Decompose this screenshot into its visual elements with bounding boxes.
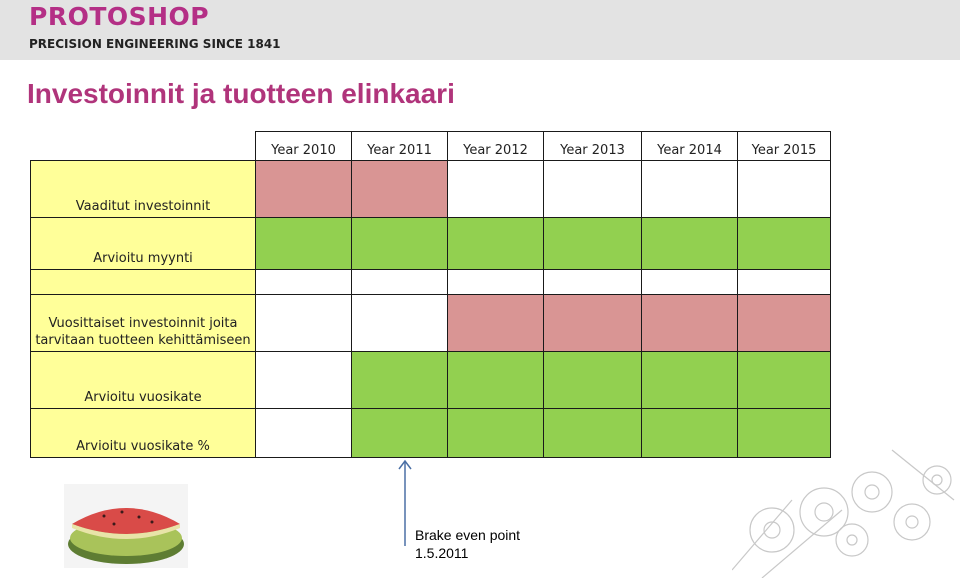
timeline-cell (642, 218, 738, 270)
year-header: Year 2015 (738, 132, 831, 161)
timeline-cell (256, 295, 352, 352)
timeline-cell (352, 295, 448, 352)
timeline-cell (738, 218, 831, 270)
timeline-cell (256, 218, 352, 270)
timeline-cell (544, 352, 642, 409)
annotation-line: Brake even point (415, 527, 521, 543)
table-row (31, 409, 831, 458)
row-label-line: tarvitaan tuotteen kehittämiseen (35, 333, 251, 348)
table-row (31, 295, 831, 352)
timeline-cell (738, 295, 831, 352)
timeline-cell (256, 409, 352, 458)
row-label (31, 295, 256, 352)
year-header-row (31, 132, 831, 161)
timeline-cell (256, 352, 352, 409)
timeline-cell (256, 161, 352, 218)
timeline-cell (544, 218, 642, 270)
row-label: Arvioitu vuosikate % (31, 409, 256, 458)
brand-tagline: PRECISION ENGINEERING SINCE 1841 (29, 37, 281, 51)
timeline-cell (352, 218, 448, 270)
timeline-cell (256, 270, 352, 295)
year-header: Year 2011 (352, 132, 448, 161)
up-arrow-icon (395, 458, 415, 548)
gears-sketch-image (732, 440, 957, 578)
timeline-cell (448, 352, 544, 409)
table-row (31, 352, 831, 409)
timeline-cell (544, 295, 642, 352)
timeline-cell (544, 409, 642, 458)
watermelon-slice-image (64, 484, 188, 568)
timeline-cell (448, 409, 544, 458)
timeline-cell (352, 409, 448, 458)
year-header: Year 2012 (448, 132, 544, 161)
annotation-date: 1.5.2011 (415, 545, 469, 561)
slide-title: Investoinnit ja tuotteen elinkaari (27, 78, 455, 109)
table-row (31, 218, 831, 270)
timeline-cell (642, 270, 738, 295)
timeline-cell (738, 270, 831, 295)
timeline-cell (352, 161, 448, 218)
row-label-line: Vuosittaiset investoinnit joita (48, 316, 238, 331)
brand-logo: PROTOSHOP (29, 2, 210, 31)
row-label: Vaaditut investoinnit (31, 161, 256, 218)
row-label: Arvioitu myynti (31, 218, 256, 270)
table-row (31, 270, 831, 295)
timeline-cell (544, 270, 642, 295)
break-even-annotation (415, 526, 520, 562)
lifecycle-table (30, 131, 831, 458)
timeline-cell (448, 161, 544, 218)
timeline-cell (642, 295, 738, 352)
timeline-cell (352, 352, 448, 409)
row-label: Arvioitu vuosikate (31, 352, 256, 409)
row-label (31, 270, 256, 295)
timeline-cell (448, 270, 544, 295)
year-header: Year 2014 (642, 132, 738, 161)
timeline-cell (448, 218, 544, 270)
table-row (31, 161, 831, 218)
timeline-cell (642, 352, 738, 409)
timeline-cell (642, 161, 738, 218)
timeline-cell (738, 161, 831, 218)
year-header: Year 2010 (256, 132, 352, 161)
timeline-cell (642, 409, 738, 458)
timeline-cell (352, 270, 448, 295)
corner-cell (31, 132, 256, 161)
year-header: Year 2013 (544, 132, 642, 161)
timeline-cell (448, 295, 544, 352)
timeline-cell (544, 161, 642, 218)
timeline-cell (738, 352, 831, 409)
